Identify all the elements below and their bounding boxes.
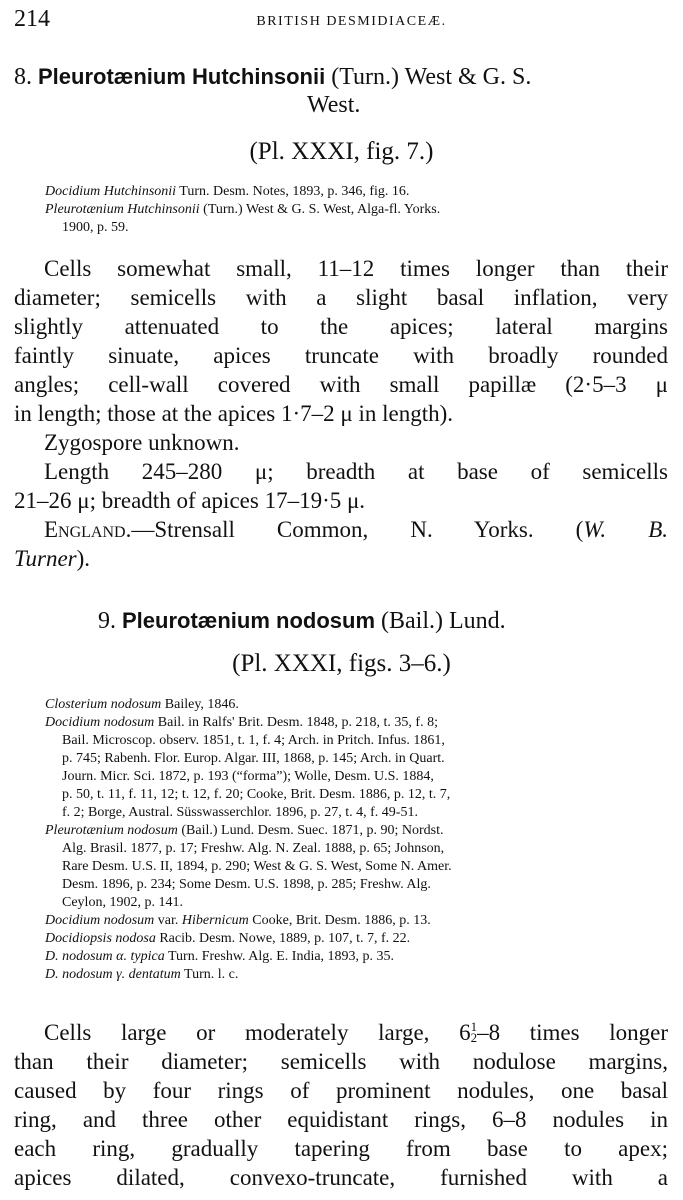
locality-line: Turner). (14, 546, 91, 571)
synonym-line: Docidium Hutchinsonii Turn. Desm. Notes, 1893, p. 346, fig. 16. (45, 184, 410, 199)
synonym-line: Closterium nodosum Bailey, 1846. (45, 697, 239, 712)
synonym-line: D. nodosum γ. dentatum Turn. l. c. (45, 967, 239, 982)
zygospore-note: Zygospore unknown. (44, 430, 240, 455)
measurement-line: 21–26 μ; breadth of apices 17–19·5 μ. (14, 488, 366, 513)
species-8-number: 8. (14, 64, 32, 90)
description-line: each ring, gradually tapering from base to apex; (14, 1136, 668, 1161)
species-8-authority: (Turn.) West & G. S. (331, 64, 532, 90)
synonym-line: Rare Desm. U.S. II, 1894, p. 290; West & G. S. West, Some N. Amer. (62, 859, 452, 874)
synonym-line: Docidium nodosum Bail. in Ralfs' Brit. Desm. 1848, p. 218, t. 35, f. 8; (45, 715, 438, 730)
running-title: BRITISH DESMIDIACEÆ. (256, 14, 447, 29)
page-number: 214 (14, 6, 50, 32)
species-9-heading (98, 608, 506, 635)
description-line: Cells somewhat small, 11–12 times longer than their (44, 256, 668, 281)
locality-region: England. (44, 517, 132, 542)
synonym-line: Ceylon, 1902, p. 141. (62, 895, 183, 910)
species-8-heading (14, 64, 531, 91)
description-line: than their diameter; semicells with nodulose margins, (14, 1049, 668, 1074)
description-line: slightly attenuated to the apices; lateral margins (14, 314, 668, 339)
species-8-name: Pleurotænium Hutchinsonii (38, 64, 326, 89)
measurement-line: Length 245–280 μ; breadth at base of semicells (44, 459, 668, 484)
synonym-line: Pleurotænium Hutchinsonii (Turn.) West & G. S. West, Alga-fl. Yorks. (45, 202, 441, 217)
synonym-line: Journ. Micr. Sci. 1872, p. 193 (“forma”); Wolle, Desm. U.S. 1884, (62, 769, 434, 784)
description-line: in length; those at the apices 1·7–2 μ in length). (14, 401, 454, 426)
synonym-line: p. 50, t. 11, f. 11, 12; t. 12, f. 20; Cooke, Brit. Desm. 1886, p. 12, t. 7, (62, 787, 451, 802)
species-8-authority-cont: West. (307, 92, 361, 118)
fraction-one-half: 1 2 (470, 1019, 478, 1045)
species-9-plate-ref: (Pl. XXXI, figs. 3–6.) (232, 650, 451, 677)
species-9-name: Pleurotænium nodosum (122, 608, 375, 633)
synonym-line: 1900, p. 59. (62, 220, 129, 235)
synonym-line: Desm. 1896, p. 234; Some Desm. U.S. 1898, p. 285; Freshw. Alg. (62, 877, 431, 892)
description-line: ring, and three other equidistant rings, 6–8 nodules in (14, 1107, 668, 1132)
species-8-plate-ref: (Pl. XXXI, fig. 7.) (249, 138, 434, 165)
species-9-number: 9. (98, 608, 116, 634)
description-line: faintly sinuate, apices truncate with broadly rounded (14, 343, 668, 368)
synonym-line: D. nodosum α. typica Turn. Freshw. Alg. E. India, 1893, p. 35. (45, 949, 395, 964)
synonym-line: p. 745; Rabenh. Flor. Europ. Algar. III, 1868, p. 145; Arch. in Quart. (62, 751, 445, 766)
locality-line: England.—Strensall Common, N. Yorks. (W. B. (44, 517, 668, 542)
description-line: angles; cell-wall covered with small papillæ (2·5–3 μ (14, 372, 668, 397)
synonym-line: Docidiopsis nodosa Racib. Desm. Nowe, 1889, p. 107, t. 7, f. 22. (45, 931, 411, 946)
synonym-line: Bail. Microscop. observ. 1851, t. 1, f. 4; Arch. in Pritch. Infus. 1861, (62, 733, 445, 748)
synonym-line: f. 2; Borge, Austral. Süsswasserchlor. 1896, p. 27, t. 4, f. 49-51. (62, 805, 418, 820)
species-9-authority: (Bail.) Lund. (381, 608, 506, 634)
synonym-line: Alg. Brasil. 1877, p. 17; Freshw. Alg. N. Zeal. 1888, p. 65; Johnson, (62, 841, 445, 856)
synonym-line: Docidium nodosum var. Hibernicum Cooke, Brit. Desm. 1886, p. 13. (45, 913, 431, 928)
description-line: caused by four rings of prominent nodules, one basal (14, 1078, 668, 1103)
description-line: apices dilated, convexo-truncate, furnished with a (14, 1165, 668, 1190)
synonym-line: Pleurotænium nodosum (Bail.) Lund. Desm. Suec. 1871, p. 90; Nordst. (45, 823, 444, 838)
description-line: diameter; semicells with a slight basal inflation, very (14, 285, 668, 310)
description-line: Cells large or moderately large, 6 1 2 –8 times longer (44, 1019, 668, 1045)
